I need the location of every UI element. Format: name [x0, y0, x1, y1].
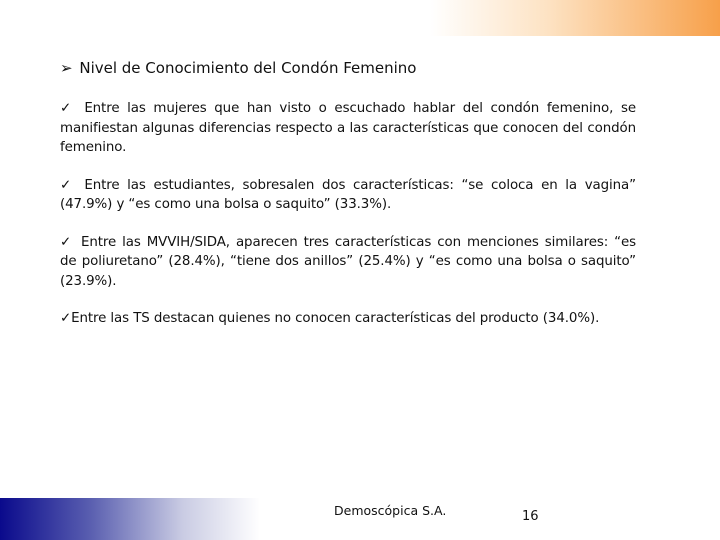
bullet-item-4: [60, 309, 636, 329]
slide-heading: [60, 58, 636, 78]
bottom-decorative-band: [0, 498, 260, 540]
bullet-text: Entre las mujeres que han visto o escuchado hablar del condón femenino, se manifiestan algunas diferencias respecto a las características que conocen del condón femenino.: [60, 101, 636, 155]
checkmark-icon: ✓: [60, 101, 75, 116]
bullet-item-3: [60, 233, 636, 292]
bullet-item-1: [60, 99, 636, 158]
heading-text: Nivel de Conocimiento del Condón Femenino: [79, 59, 417, 77]
page-number: 16: [522, 509, 539, 524]
bullet-text: Entre las estudiantes, sobresalen dos características: “se coloca en la vagina” (47.9%) y “es como una bolsa o saquito” (33.3%).: [60, 177, 636, 212]
arrow-bullet-icon: ➢: [60, 59, 73, 77]
checkmark-icon: ✓: [60, 234, 73, 250]
footer-company-name: Demoscópica S.A.: [334, 503, 447, 518]
checkmark-icon: ✓: [60, 311, 72, 326]
top-decorative-band: [430, 0, 720, 36]
bullet-text: Entre las TS destacan quienes no conocen características del producto (34.0%).: [71, 311, 600, 326]
bullet-item-2: [60, 176, 636, 215]
bullet-text: Entre las MVVIH/SIDA, aparecen tres características con menciones similares: “es de poliuretano” (28.4%), “tiene dos anillos” (25.4%) y “es como una bolsa o saquito” (23.9%).: [60, 234, 636, 289]
slide-content: [60, 58, 636, 347]
checkmark-icon: ✓: [60, 177, 75, 193]
